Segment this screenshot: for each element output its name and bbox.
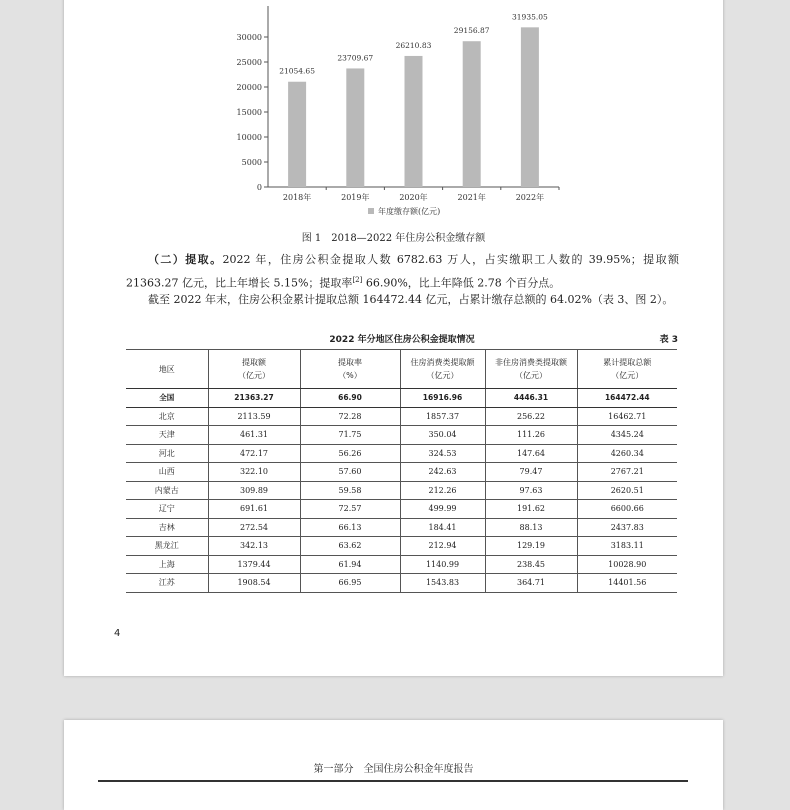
value-cell: 350.04: [400, 426, 485, 445]
header-line: 非住房消费类提取额: [495, 358, 567, 367]
table-title-row: [126, 332, 678, 345]
region-cell: 天津: [126, 426, 208, 445]
header-unit: （亿元）: [515, 371, 547, 380]
y-tick-label: 5000: [241, 158, 262, 167]
value-cell: 2620.51: [577, 481, 677, 500]
table-row: [126, 481, 677, 500]
paragraph-cumulative: 截至 2022 年末，住房公积金累计提取总额 164472.44 亿元，占累计缴存总额的 64.02%（表 3、图 2）。: [148, 293, 674, 306]
region-cell: 江苏: [126, 574, 208, 593]
value-cell: 238.45: [485, 555, 577, 574]
value-cell: 1379.44: [208, 555, 300, 574]
value-cell: 72.28: [300, 407, 400, 426]
column-header: [400, 350, 485, 389]
y-tick-label: 10000: [236, 133, 262, 142]
value-cell: 184.41: [400, 518, 485, 537]
value-cell: 309.89: [208, 481, 300, 500]
value-cell: 16916.96: [400, 389, 485, 408]
table-row: [126, 407, 677, 426]
x-tick-label: 2022年: [515, 193, 545, 202]
header-unit: （亿元）: [238, 371, 270, 380]
region-cell: 北京: [126, 407, 208, 426]
table-row: [126, 518, 677, 537]
value-cell: 61.94: [300, 555, 400, 574]
header-line: 提取额: [242, 358, 266, 367]
bar-3: [405, 56, 423, 187]
bar-value-label: 29156.87: [453, 26, 490, 36]
bar-value-label: 21054.65: [279, 66, 315, 76]
table-row: [126, 463, 677, 482]
y-tick-label: 0: [256, 183, 262, 192]
value-cell: 164472.44: [577, 389, 677, 408]
value-cell: 71.75: [300, 426, 400, 445]
value-cell: 88.13: [485, 518, 577, 537]
bar-2: [346, 68, 364, 187]
value-cell: 342.13: [208, 537, 300, 556]
value-cell: 129.19: [485, 537, 577, 556]
table-label: 表 3: [659, 335, 678, 345]
value-cell: 79.47: [485, 463, 577, 482]
bar-value-label: 23709.67: [337, 53, 374, 63]
withdrawal-table: [126, 349, 677, 593]
value-cell: 14401.56: [577, 574, 677, 593]
column-header: [577, 350, 677, 389]
value-cell: 59.58: [300, 481, 400, 500]
value-cell: 212.26: [400, 481, 485, 500]
value-cell: 256.22: [485, 407, 577, 426]
chart-axes: [237, 6, 559, 202]
table-body: [126, 389, 677, 593]
column-header: [126, 350, 208, 389]
header-rule: [98, 780, 688, 782]
paragraph-text-b: 66.90%，比上年降低 2.78 个百分点。: [362, 276, 561, 290]
value-cell: 16462.71: [577, 407, 677, 426]
region-cell: 黑龙江: [126, 537, 208, 556]
value-cell: 1140.99: [400, 555, 485, 574]
region-cell: 上海: [126, 555, 208, 574]
table-row-total: [126, 389, 677, 408]
value-cell: 111.26: [485, 426, 577, 445]
header-line: 提取率: [338, 358, 362, 367]
x-tick-label: 2020年: [399, 193, 428, 202]
value-cell: 461.31: [208, 426, 300, 445]
header-line: 地区: [158, 364, 175, 374]
value-cell: 499.99: [400, 500, 485, 519]
value-cell: 3183.11: [577, 537, 677, 556]
region-cell: 河北: [126, 444, 208, 463]
value-cell: 66.95: [300, 574, 400, 593]
value-cell: 691.61: [208, 500, 300, 519]
value-cell: 57.60: [300, 463, 400, 482]
table-header-row: [126, 350, 677, 389]
paragraph-text-a: 2022 年，住房公积金提取人数 6782.63 万人，占实缴职工人数的 39.95%；提取额 21363.27 亿元，比上年增长 5.15%；提取率: [126, 253, 679, 290]
value-cell: 2767.21: [577, 463, 677, 482]
table-row: [126, 574, 677, 593]
value-cell: 6600.66: [577, 500, 677, 519]
chart-bars: [279, 12, 548, 187]
section-heading: （二）提取。: [148, 253, 223, 266]
value-cell: 2437.83: [577, 518, 677, 537]
bar-value-label: 31935.05: [512, 12, 548, 22]
table-row: [126, 555, 677, 574]
value-cell: 63.62: [300, 537, 400, 556]
header-line: 累计提取总额: [603, 358, 652, 367]
header-unit: （亿元）: [426, 371, 459, 380]
value-cell: 212.94: [400, 537, 485, 556]
deposit-bar-chart: [64, 0, 723, 228]
y-tick-label: 20000: [236, 83, 262, 92]
value-cell: 147.64: [485, 444, 577, 463]
header-unit: （亿元）: [611, 371, 644, 380]
value-cell: 4260.34: [577, 444, 677, 463]
next-page: [64, 720, 723, 810]
table-row: [126, 426, 677, 445]
value-cell: 66.13: [300, 518, 400, 537]
region-cell: 内蒙古: [126, 481, 208, 500]
report-page: [64, 0, 723, 676]
y-tick-label: 25000: [236, 58, 262, 67]
value-cell: 191.62: [485, 500, 577, 519]
value-cell: 322.10: [208, 463, 300, 482]
value-cell: 4345.24: [577, 426, 677, 445]
value-cell: 242.63: [400, 463, 485, 482]
value-cell: 56.26: [300, 444, 400, 463]
page-number: 4: [114, 628, 121, 639]
column-header: [485, 350, 577, 389]
table-row: [126, 500, 677, 519]
region-cell: 山西: [126, 463, 208, 482]
bar-value-label: 26210.83: [395, 40, 432, 50]
value-cell: 272.54: [208, 518, 300, 537]
value-cell: 21363.27: [208, 389, 300, 408]
legend-label: 年度缴存额(亿元): [378, 207, 441, 216]
value-cell: 66.90: [300, 389, 400, 408]
x-tick-label: 2021年: [457, 193, 486, 202]
bar-5: [521, 27, 539, 187]
header-line: 住房消费类提取额: [410, 358, 475, 367]
value-cell: 2113.59: [208, 407, 300, 426]
value-cell: 72.57: [300, 500, 400, 519]
footnote-ref[interactable]: [2]: [352, 276, 363, 284]
x-tick-label: 2018年: [282, 193, 312, 202]
header-unit: （%）: [338, 371, 362, 380]
table-row: [126, 537, 677, 556]
value-cell: 1857.37: [400, 407, 485, 426]
paragraph-withdrawal: [126, 249, 679, 294]
table-row: [126, 444, 677, 463]
figure-caption: 图 1 2018—2022 年住房公积金缴存额: [301, 233, 486, 244]
x-tick-label: 2019年: [341, 193, 370, 202]
column-header: [300, 350, 400, 389]
table-title: 2022 年分地区住房公积金提取情况: [329, 335, 475, 345]
region-cell: 吉林: [126, 518, 208, 537]
legend-swatch: [368, 208, 374, 214]
value-cell: 324.53: [400, 444, 485, 463]
running-head: 第一部分 全国住房公积金年度报告: [313, 764, 474, 775]
value-cell: 364.71: [485, 574, 577, 593]
value-cell: 10028.90: [577, 555, 677, 574]
value-cell: 472.17: [208, 444, 300, 463]
region-cell: 辽宁: [126, 500, 208, 519]
value-cell: 4446.31: [485, 389, 577, 408]
region-cell: 全国: [126, 389, 208, 408]
y-tick-label: 15000: [236, 108, 262, 117]
value-cell: 1908.54: [208, 574, 300, 593]
value-cell: 97.63: [485, 481, 577, 500]
value-cell: 1543.83: [400, 574, 485, 593]
bar-4: [463, 41, 481, 187]
y-tick-label: 30000: [236, 33, 262, 42]
bar-1: [288, 82, 306, 187]
chart-legend: [368, 206, 440, 216]
column-header: [208, 350, 300, 389]
